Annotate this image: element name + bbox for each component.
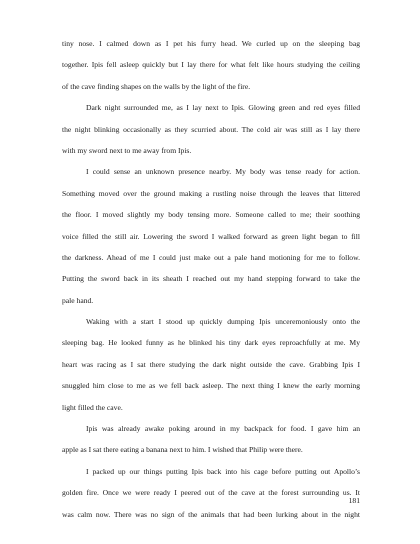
- text-line: together. Ipis fell asleep quickly but I lay there for what felt like hours studying the ceiling: [62, 60, 360, 70]
- text-line: Something moved over the ground making a rustling noise through the leaves that littered: [62, 188, 360, 198]
- text-line: was calm now. There was no sign of the animals that had been lurking about in the night: [62, 509, 360, 519]
- text-line: the darkness. Ahead of me I could just make out a pale hand motioning for me to follow.: [62, 252, 360, 262]
- text-line: I could sense an unknown presence nearby. My body was tense ready for action.: [86, 167, 360, 177]
- text-line: golden fire. Once we were ready I peered out of the cave at the forest surrounding us. It: [62, 488, 360, 498]
- text-line: sleeping bag. He looked funny as he blinked his tiny dark eyes reproachfully at me. My: [62, 338, 360, 348]
- text-line: tiny nose. I calmed down as I pet his furry head. We curled up on the sleeping bag: [62, 39, 360, 48]
- text-line: I packed up our things putting Ipis back into his cage before putting out Apollo’s: [86, 466, 360, 476]
- text-line: Ipis was already awake poking around in my backpack for food. I gave him an: [86, 424, 360, 434]
- text-line: of the cave finding shapes on the walls by the light of the fire.: [62, 81, 251, 91]
- text-line: apple as I sat there eating a banana next to him. I wished that Philip were there.: [62, 445, 303, 455]
- text-line: light filled the cave.: [62, 402, 123, 412]
- text-line: voice filled the still air. Lowering the sword I walked forward as green light began to fill: [62, 231, 360, 241]
- text-line: Waking with a start I stood up quickly dumping Ipis unceremoniously onto the: [86, 317, 360, 327]
- text-line: the floor. I moved slightly my body tensing more. Someone called to me; their soothing: [62, 210, 360, 220]
- text-line: snuggled him close to me as we fell back asleep. The next thing I knew the early morning: [62, 381, 360, 391]
- text-line: Putting the sword back in its sheath I reached out my hand stepping forward to take the: [62, 274, 360, 284]
- text-line: heart was racing as I sat there studying the dark night outside the cave. Grabbing Ipis I: [62, 359, 360, 369]
- page-number: 181: [348, 496, 360, 505]
- text-line: Dark night surrounded me, as I lay next to Ipis. Glowing green and red eyes filled: [86, 103, 360, 113]
- text-line: pale hand.: [62, 295, 94, 305]
- text-line: the night blinking occasionally as they scurried about. The cold air was still as I lay there: [62, 124, 360, 134]
- body-text: [62, 33, 360, 525]
- text-line: with my sword next to me away from Ipis.: [62, 145, 192, 155]
